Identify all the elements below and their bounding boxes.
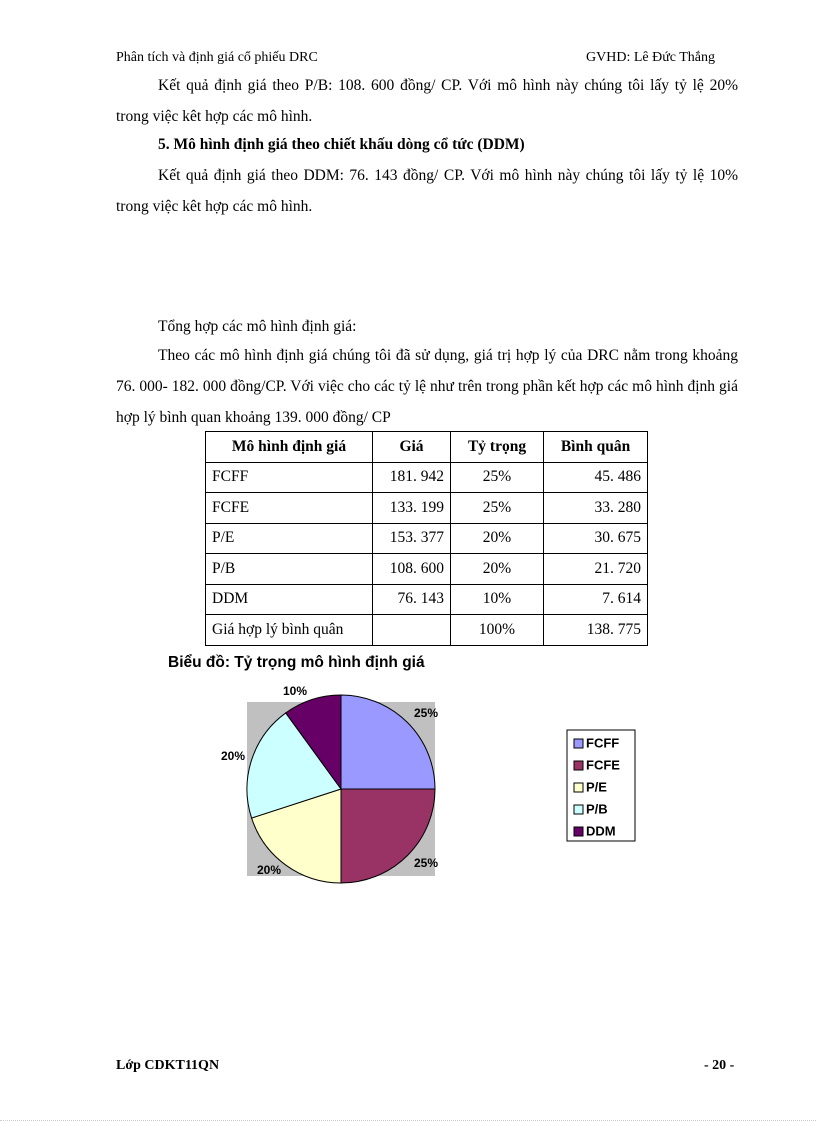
table-cell: 138. 775 [544, 615, 648, 646]
table-cell: Giá hợp lý bình quân [206, 615, 373, 646]
table-cell: 21. 720 [544, 554, 648, 585]
table-cell: FCFE [206, 493, 373, 524]
table-cell: 76. 143 [373, 584, 451, 615]
table-cell: 33. 280 [544, 493, 648, 524]
table-header-cell: Mô hình định giá [206, 432, 373, 463]
table-header-cell: Giá [373, 432, 451, 463]
ddm-result-paragraph: Kết quả định giá theo DDM: 76. 143 đồng/ CP. Với mô hình này chúng tôi lấy tỷ lệ 10% trong việc kêt hợp các mô hình. [116, 167, 738, 215]
legend-label: DDM [586, 823, 616, 839]
legend-swatch [574, 761, 583, 770]
legend-label: P/B [586, 801, 608, 817]
table-cell: DDM [206, 584, 373, 615]
table-cell: 100% [451, 615, 544, 646]
table-header-cell: Tỷ trọng [451, 432, 544, 463]
table-cell: 25% [451, 493, 544, 524]
pie-data-label: 20% [220, 749, 246, 764]
table-cell: 20% [451, 523, 544, 554]
table-cell: FCFF [206, 462, 373, 493]
section-5-title: 5. Mô hình định giá theo chiết khấu dòng cổ tức (DDM) [158, 136, 525, 153]
pb-result-paragraph: Kết quả định giá theo P/B: 108. 600 đồng/ CP. Với mô hình này chúng tôi lấy tỷ lệ 20% trong việc kêt hợp các mô hình. [116, 77, 738, 125]
pie-data-label: 20% [256, 863, 282, 878]
table-cell: 45. 486 [544, 462, 648, 493]
table-cell: 133. 199 [373, 493, 451, 524]
table-cell: 10% [451, 584, 544, 615]
summary-paragraph: Theo các mô hình định giá chúng tôi đã sử dụng, giá trị hợp lý của DRC nằm trong khoảng 76. 000- 182. 000 đồng/CP. Với việc cho các tỷ lệ như trên trong phần kết hợp các mô hình định giá hợp lý bình quan khoảng 139. 000 đồng/ CP [116, 347, 738, 426]
legend-label: P/E [586, 779, 607, 795]
footer-page-number: - 20 - [704, 1058, 735, 1073]
legend-swatch [574, 827, 583, 836]
table-cell: 153. 377 [373, 523, 451, 554]
table-cell: 20% [451, 554, 544, 585]
table-cell: 108. 600 [373, 554, 451, 585]
legend-label: FCFF [586, 735, 620, 751]
pie-slices [247, 695, 435, 883]
legend-label: FCFE [586, 757, 620, 773]
table-cell: 181. 942 [373, 462, 451, 493]
table-cell: 30. 675 [544, 523, 648, 554]
legend-swatch [574, 739, 583, 748]
pie-data-label: 10% [282, 684, 308, 699]
table-cell: 7. 614 [544, 584, 648, 615]
legend-swatch [574, 783, 583, 792]
legend-swatch [574, 805, 583, 814]
footer-class-name: Lớp CDKT11QN [116, 1058, 220, 1073]
header-supervisor: GVHD: Lê Đức Thắng [586, 50, 716, 65]
chart-title: Biểu đồ: Tỷ trọng mô hình định giá [168, 654, 425, 671]
pie-data-label: 25% [413, 706, 439, 721]
summary-title: Tổng hợp các mô hình định giá: [158, 318, 357, 335]
footer-divider [0, 1120, 816, 1121]
table-cell: P/B [206, 554, 373, 585]
pie-data-label: 25% [413, 856, 439, 871]
table-header-cell: Bình quân [544, 432, 648, 463]
table-cell: 25% [451, 462, 544, 493]
table-cell: P/E [206, 523, 373, 554]
header-document-title: Phân tích và định giá cổ phiếu DRC [116, 50, 318, 65]
